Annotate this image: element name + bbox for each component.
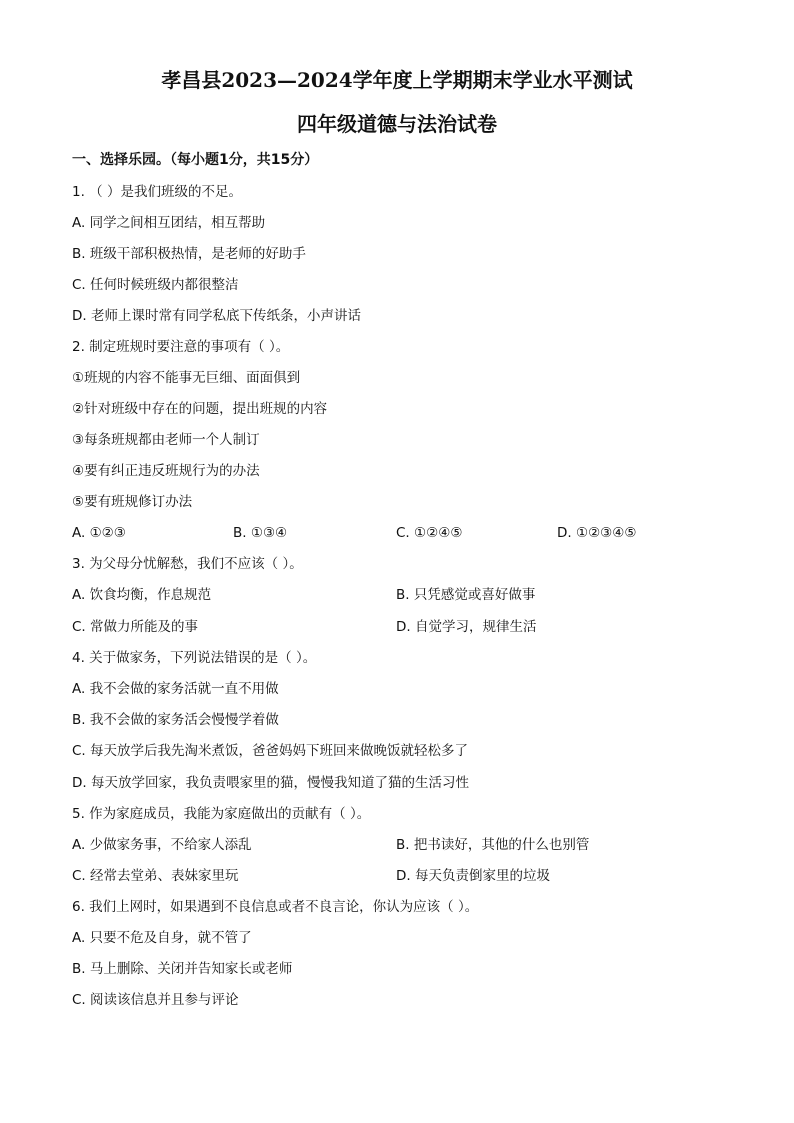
question-2-option-a: A. ①②③ (72, 525, 126, 541)
question-4-option-c: C. 每天放学后我先淘米煮饭，爸爸妈妈下班回来做晚饭就轻松多了 (72, 743, 469, 759)
question-6-stem: 6. 我们上网时，如果遇到不良信息或者不良言论，你认为应该（ ）。 (72, 899, 479, 915)
exam-subtitle: 四年级道德与法治试卷 (297, 112, 497, 136)
question-2-statement-5: ⑤要有班规修订办法 (72, 494, 193, 510)
question-3-option-d: D. 自觉学习，规律生活 (396, 619, 537, 635)
question-2-option-c: C. ①②④⑤ (396, 525, 463, 541)
question-3-stem: 3. 为父母分忧解愁，我们不应该（ ）。 (72, 556, 303, 572)
question-3-option-b: B. 只凭感觉或喜好做事 (396, 587, 536, 603)
question-2-statement-3: ③每条班规都由老师一个人制订 (72, 432, 260, 448)
question-2-stem: 2. 制定班规时要注意的事项有（ ）。 (72, 339, 290, 355)
question-5-option-a: A. 少做家务事，不给家人添乱 (72, 837, 252, 853)
question-4-option-a: A. 我不会做的家务活就一直不用做 (72, 681, 279, 697)
question-1-option-a: A. 同学之间相互团结，相互帮助 (72, 215, 266, 231)
question-5-option-b: B. 把书读好，其他的什么也别管 (396, 837, 590, 853)
question-2-statement-4: ④要有纠正违反班规行为的办法 (72, 463, 260, 479)
question-1-option-d: D. 老师上课时常有同学私底下传纸条，小声讲话 (72, 308, 361, 324)
question-1-option-b: B. 班级干部积极热情，是老师的好助手 (72, 246, 306, 262)
question-2-statement-2: ②针对班级中存在的问题，提出班规的内容 (72, 401, 328, 417)
question-5-stem: 5. 作为家庭成员，我能为家庭做出的贡献有（ ）。 (72, 806, 371, 822)
question-6-option-c: C. 阅读该信息并且参与评论 (72, 992, 239, 1008)
question-2-option-d: D. ①②③④⑤ (557, 525, 637, 541)
question-3-option-a: A. 饮食均衡，作息规范 (72, 587, 212, 603)
question-2-statement-1: ①班规的内容不能事无巨细、面面俱到 (72, 370, 301, 386)
question-6-option-b: B. 马上删除、关闭并告知家长或老师 (72, 961, 293, 977)
exam-title: 孝昌县2023—2024学年度上学期期末学业水平测试 (161, 68, 633, 92)
question-3-option-c: C. 常做力所能及的事 (72, 619, 199, 635)
question-2-option-b: B. ①③④ (233, 525, 288, 541)
section-heading: 一、选择乐园。（每小题1分，共15分） (72, 152, 319, 168)
question-5-option-d: D. 每天负责倒家里的垃圾 (396, 868, 550, 884)
question-1-option-c: C. 任何时候班级内都很整洁 (72, 277, 239, 293)
question-4-option-d: D. 每天放学回家，我负责喂家里的猫，慢慢我知道了猫的生活习性 (72, 775, 469, 791)
question-4-option-b: B. 我不会做的家务活会慢慢学着做 (72, 712, 279, 728)
question-5-option-c: C. 经常去堂弟、表妹家里玩 (72, 868, 239, 884)
question-1-stem: 1. （ ）是我们班级的不足。 (72, 184, 242, 200)
question-6-option-a: A. 只要不危及自身，就不管了 (72, 930, 252, 946)
question-4-stem: 4. 关于做家务，下列说法错误的是（ ）。 (72, 650, 317, 666)
